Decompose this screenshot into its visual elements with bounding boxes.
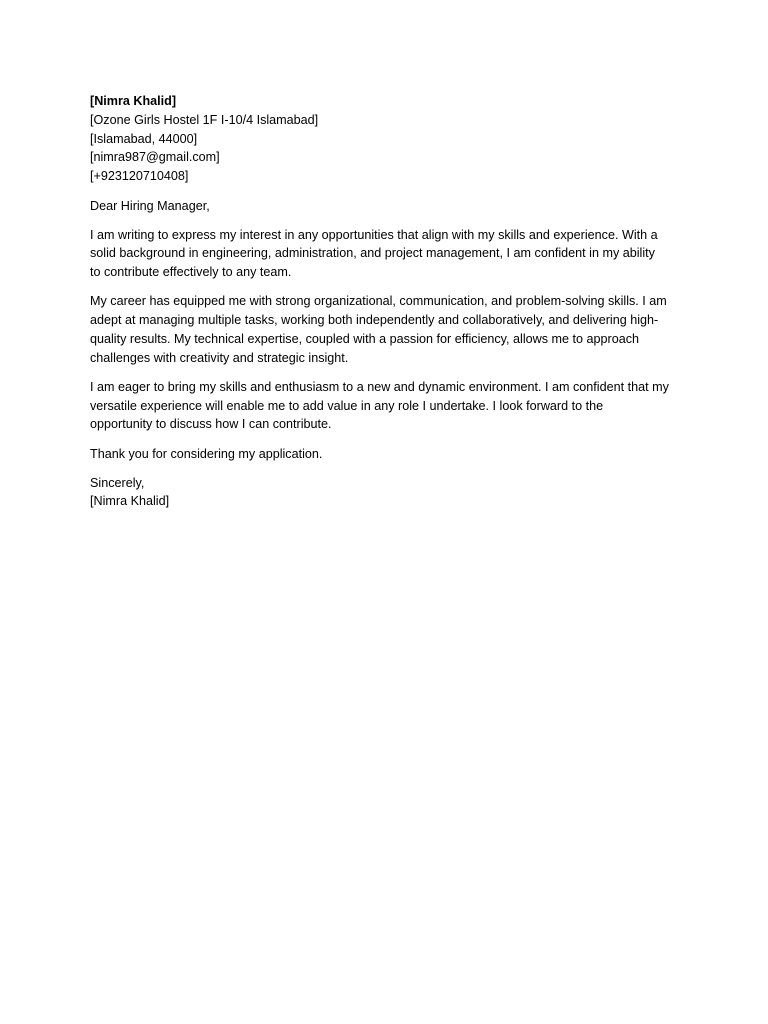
sender-phone: [+923120710408] xyxy=(90,169,189,184)
thanks-paragraph xyxy=(90,445,680,464)
sender-name: [Nimra Khalid] xyxy=(90,94,177,108)
closing-text: Sincerely, xyxy=(90,475,145,490)
salutation xyxy=(90,197,680,216)
paragraph-line: to contribute effectively to any team. xyxy=(90,265,292,280)
sender-address: [Ozone Girls Hostel 1F I-10/4 Islamabad] xyxy=(90,112,319,127)
signature-name: [Nimra Khalid] xyxy=(90,494,170,509)
sender-address-block xyxy=(90,92,680,186)
paragraph-2 xyxy=(90,292,680,367)
paragraph-line: opportunity to discuss how I can contribute. xyxy=(90,417,332,432)
paragraph-1 xyxy=(90,226,680,282)
thanks-text: Thank you for considering my application. xyxy=(90,446,323,461)
paragraph-line: quality results. My technical expertise, coupled with a passion for efficiency, allows me to approach xyxy=(90,331,640,346)
sender-city: [Islamabad, 44000] xyxy=(90,131,198,146)
paragraph-line: I am eager to bring my skills and enthusiasm to a new and dynamic environment. I am confident that my xyxy=(90,379,669,394)
sender-email: [nimra987@gmail.com] xyxy=(90,150,220,165)
paragraph-line: My career has equipped me with strong organizational, communication, and problem-solving skills. I am xyxy=(90,294,667,309)
paragraph-line: solid background in engineering, administration, and project management, I am confident in my ability xyxy=(90,246,655,261)
paragraph-line: versatile experience will enable me to add value in any role I undertake. I look forward to the xyxy=(90,398,604,413)
paragraph-line: I am writing to express my interest in any opportunities that align with my skills and experience. With a xyxy=(90,227,658,242)
paragraph-3 xyxy=(90,378,680,434)
paragraph-line: adept at managing multiple tasks, working both independently and collaboratively, and delivering high- xyxy=(90,313,659,328)
letter-body xyxy=(90,92,680,522)
salutation-text: Dear Hiring Manager, xyxy=(90,198,210,213)
signoff-block xyxy=(90,474,680,512)
paragraph-line: challenges with creativity and strategic insight. xyxy=(90,350,349,365)
